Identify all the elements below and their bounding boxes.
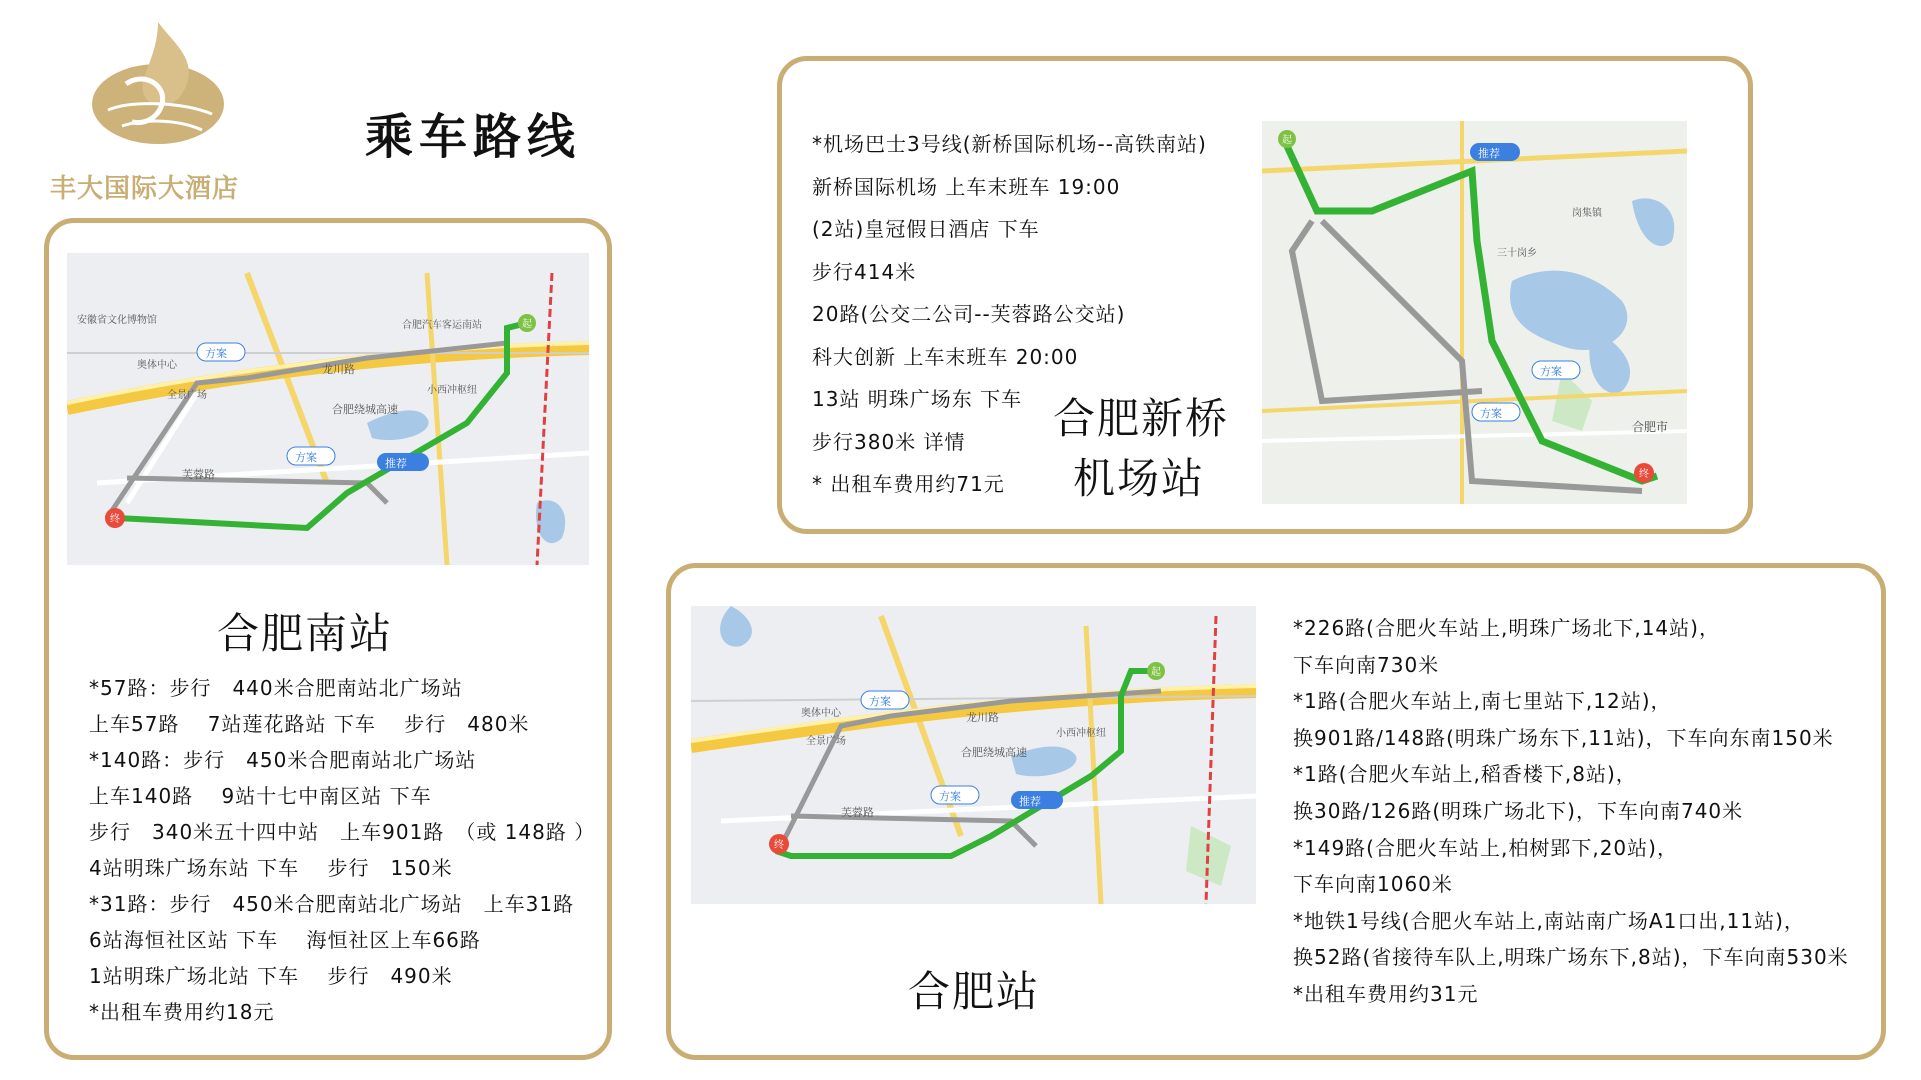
direction-line: 换30路/126路(明珠广场北下)，下车向南740米 (1293, 798, 1744, 823)
direction-line: 换901路/148路(明珠广场东下,11站)，下车向东南150米 (1293, 725, 1834, 750)
hefei-station-title: 合肥站 (908, 967, 1041, 1016)
direction-line: *31路：步行 450米合肥南站北广场站 上车31路 (89, 892, 575, 916)
svg-text:全景广场: 全景广场 (806, 736, 846, 747)
svg-text:起: 起 (1151, 667, 1161, 678)
direction-line: *57路：步行 440米合肥南站北广场站 (89, 676, 463, 700)
south-station-title: 合肥南站 (217, 609, 394, 658)
hotel-logo-emblem (62, 14, 247, 144)
direction-line: 下车向南1060米 (1293, 872, 1453, 897)
direction-line: 6站海恒社区站 下车 海恒社区上车66路 (89, 928, 481, 952)
airport-title-line1: 合肥新桥 (1053, 394, 1230, 443)
svg-text:芙蓉路: 芙蓉路 (841, 806, 874, 819)
hefei-station-directions (1293, 610, 1849, 1013)
svg-text:方案: 方案 (1540, 365, 1562, 378)
direction-line: 步行414米 (812, 259, 917, 284)
direction-line: 换52路(省接待车队上,明珠广场东下,8站)，下车向南530米 (1293, 945, 1849, 970)
svg-text:方案: 方案 (1480, 407, 1502, 420)
south-station-panel (44, 218, 612, 1060)
airport-title-line2: 机场站 (1073, 454, 1206, 503)
svg-text:全景广场: 全景广场 (167, 390, 207, 401)
direction-line: 下车向南730米 (1293, 652, 1440, 677)
direction-line: 20路(公交二公司--芙蓉路公交站) (812, 302, 1126, 326)
direction-line: 1站明珠广场北站 下车 步行 490米 (89, 964, 453, 988)
hefei-station-map (691, 606, 1256, 904)
direction-line: 4站明珠广场东站 下车 步行 150米 (89, 856, 453, 880)
direction-line: *140路：步行 450米合肥南站北广场站 (89, 748, 477, 772)
page-title: 乘车路线 (365, 109, 582, 165)
svg-text:合肥市: 合肥市 (1632, 420, 1669, 434)
svg-text:小西冲枢纽: 小西冲枢纽 (1056, 728, 1106, 739)
direction-line: *地铁1号线(合肥火车站上,南站南广场A1口出,11站)， (1293, 908, 1805, 933)
svg-text:起: 起 (1282, 135, 1292, 146)
svg-text:终: 终 (774, 840, 784, 851)
direction-line: *149路(合肥火车站上,柏树郢下,20站)， (1293, 835, 1678, 860)
direction-line: *1路(合肥火车站上,稻香楼下,8站)， (1293, 762, 1637, 787)
direction-line: 步行 340米五十四中站 上车901路 （或 148路 ） (89, 820, 596, 844)
direction-line: 新桥国际机场 上车末班车 19:00 (812, 174, 1121, 199)
direction-line: *出租车费用约18元 (89, 1000, 275, 1024)
svg-text:龙川路: 龙川路 (966, 711, 999, 724)
direction-line: *1路(合肥火车站上,南七里站下,12站)， (1293, 689, 1672, 714)
svg-text:推荐: 推荐 (1478, 147, 1500, 160)
direction-line: * 出租车费用约71元 (812, 472, 1005, 496)
svg-text:龙川路: 龙川路 (322, 363, 355, 376)
direction-line: 上车140路 9站十七中南区站 下车 (89, 784, 432, 808)
svg-text:合肥汽车客运南站: 合肥汽车客运南站 (402, 320, 482, 331)
svg-text:方案: 方案 (939, 790, 961, 803)
svg-text:安徽省文化博物馆: 安徽省文化博物馆 (77, 315, 157, 326)
svg-text:方案: 方案 (205, 347, 227, 360)
svg-text:合肥绕城高速: 合肥绕城高速 (961, 746, 1027, 759)
direction-line: 科大创新 上车末班车 20:00 (812, 344, 1079, 369)
hotel-logo (62, 14, 247, 144)
svg-text:推荐: 推荐 (1019, 795, 1041, 808)
hotel-name: 丰大国际大酒店 (50, 174, 240, 204)
svg-text:起: 起 (522, 319, 532, 330)
svg-text:奥体中心: 奥体中心 (801, 708, 841, 719)
airport-map (1262, 121, 1687, 504)
direction-line: (2站)皇冠假日酒店 下车 (812, 217, 1040, 241)
direction-line: *机场巴士3号线(新桥国际机场--高铁南站) (812, 132, 1207, 156)
svg-text:推荐: 推荐 (385, 457, 407, 470)
direction-line: 13站 明珠广场东 下车 (812, 387, 1023, 411)
hefei-station-panel (666, 563, 1886, 1060)
svg-text:终: 终 (110, 514, 120, 525)
svg-text:芙蓉路: 芙蓉路 (182, 468, 215, 481)
svg-text:岗集镇: 岗集镇 (1572, 208, 1602, 219)
airport-panel (777, 56, 1753, 534)
south-station-map (67, 253, 589, 565)
south-station-directions (89, 670, 595, 1030)
svg-text:三十岗乡: 三十岗乡 (1497, 248, 1537, 259)
svg-text:方案: 方案 (295, 451, 317, 464)
direction-line: 步行380米 详情 (812, 429, 966, 454)
direction-line: *226路(合肥火车站上,明珠广场北下,14站)， (1293, 616, 1720, 640)
svg-text:合肥绕城高速: 合肥绕城高速 (332, 403, 398, 416)
svg-text:奥体中心: 奥体中心 (137, 360, 177, 371)
direction-line: 上车57路 7站莲花路站 下车 步行 480米 (89, 712, 530, 736)
direction-line: *出租车费用约31元 (1293, 981, 1479, 1006)
svg-text:终: 终 (1639, 469, 1649, 480)
svg-text:方案: 方案 (869, 695, 891, 708)
svg-text:小西冲枢纽: 小西冲枢纽 (427, 385, 477, 396)
